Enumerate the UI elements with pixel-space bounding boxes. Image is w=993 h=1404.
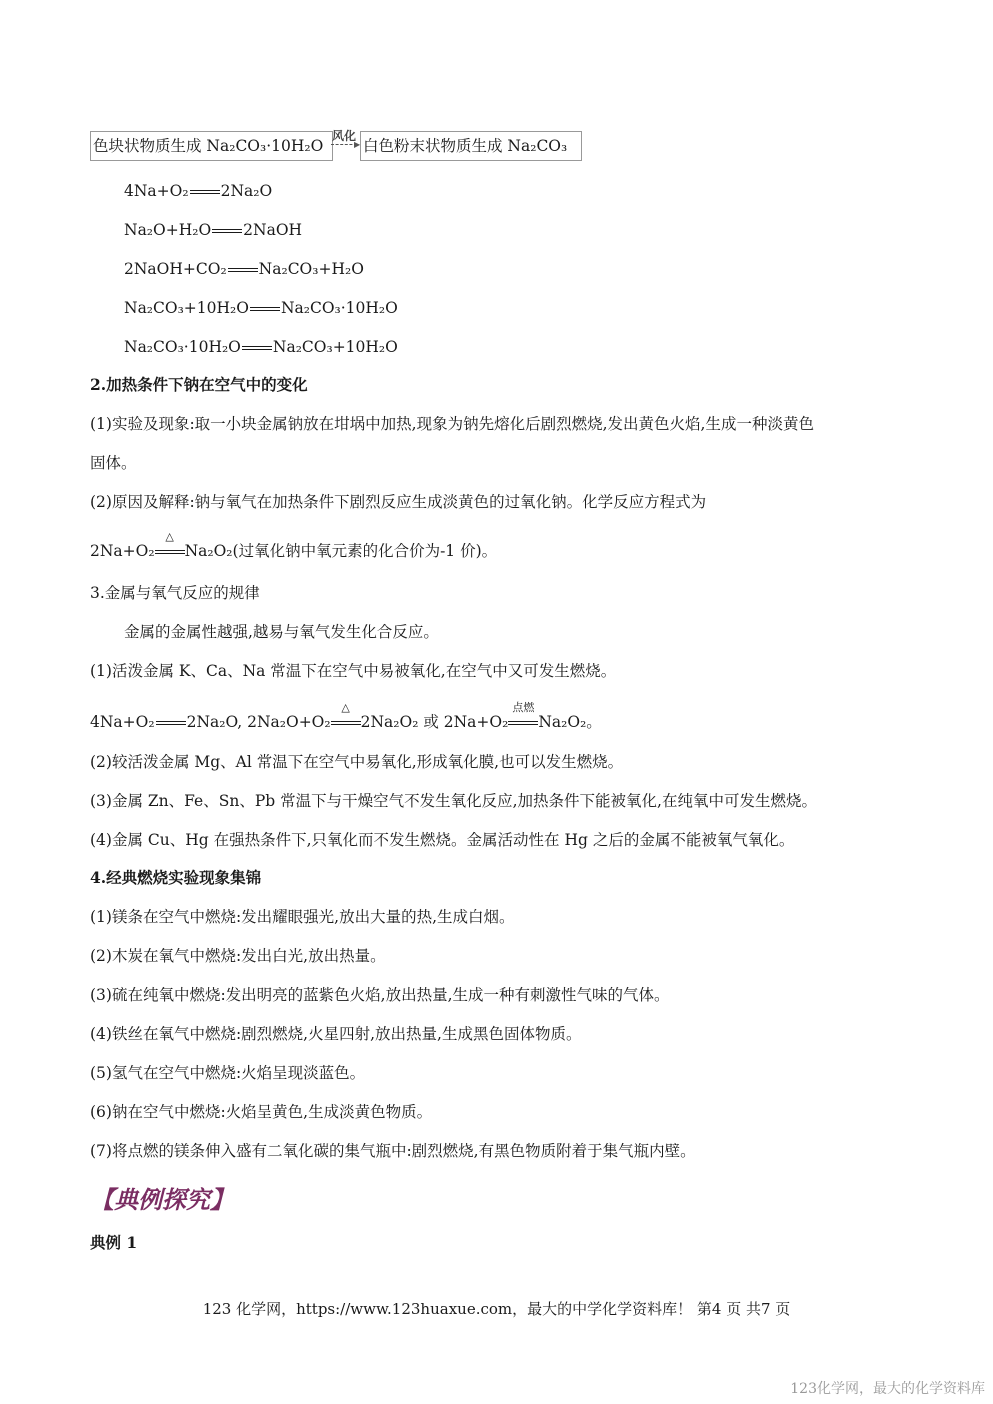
section-2-p1: (1)实验及现象:取一小块金属钠放在坩埚中加热,现象为钠先熔化后剧烈燃烧,发出黄色火焰,生成一种淡黄色 [90,415,814,433]
equation-2: Na₂O+H₂O 2NaOH [124,221,303,239]
section-3-p1: (1)活泼金属 K、Ca、Na 常温下在空气中易被氧化,在空气中又可发生燃烧。 [90,662,617,680]
section-3-equations: 4Na+O₂ 2Na₂O, 2Na₂O+O₂ △ 2Na₂O₂ 或 2Na+O₂ 点燃 Na₂O₂。 [90,701,602,731]
section-3-p2: (2)较活泼金属 Mg、Al 常温下在空气中易氧化,形成氧化膜,也可以发生燃烧。 [90,753,624,771]
section-2-title: 2.加热条件下钠在空气中的变化 [90,375,308,394]
section-2-equation: 2Na+O₂ △ Na₂O₂(过氧化钠中氧元素的化合价为-1 价)。 [90,530,498,560]
equation-5: Na₂CO₃·10H₂O Na₂CO₃+10H₂O [124,338,398,356]
watermark: 123化学网，最大的化学资料库 [790,1381,985,1397]
flow-box-crystal: 色块状物质生成 Na₂CO₃·10H₂O [90,131,333,161]
flow-arrow-label: 风化 [332,129,357,143]
equation-3: 2NaOH+CO₂ Na₂CO₃+H₂O [124,260,364,278]
section-2-p2: (2)原因及解释:钠与氧气在加热条件下剧烈反应生成淡黄色的过氧化钠。化学反应方程式为 [90,493,707,511]
flow-arrow [330,127,360,157]
section-3-title: 3.金属与氧气反应的规律 [90,584,260,602]
page-footer: 123 化学网，https://www.123huaxue.com，最大的中学化学资料库！ 第4 页 共7 页 [202,1300,791,1318]
list-item: (6)钠在空气中燃烧:火焰呈黄色,生成淡黄色物质。 [90,1103,433,1121]
flow-box-powder: 白色粉末状物质生成 Na₂CO₃ [360,131,582,161]
arrow-head-icon: ▶ [354,140,361,149]
section-3-intro: 金属的金属性越强,越易与氧气发生化合反应。 [124,623,439,641]
section-3-p4: (4)金属 Cu、Hg 在强热条件下,只氧化而不发生燃烧。金属活动性在 Hg 之后的金属不能被氧气氧化。 [90,831,795,849]
list-item: (1)镁条在空气中燃烧:发出耀眼强光,放出大量的热,生成白烟。 [90,908,515,926]
section-4-title: 4.经典燃烧实验现象集锦 [90,868,262,887]
equation-4: Na₂CO₃+10H₂O Na₂CO₃·10H₂O [124,299,398,317]
example-label: 典例 1 [90,1233,138,1252]
section-2-p1-cont: 固体。 [90,454,137,472]
section-3-p3: (3)金属 Zn、Fe、Sn、Pb 常温下与干燥空气不发生氧化反应,加热条件下能被氧化,在纯氧中可发生燃烧。 [90,792,817,810]
list-item: (5)氢气在空气中燃烧:火焰呈现淡蓝色。 [90,1064,366,1082]
equation-1: 4Na+O₂ 2Na₂O [124,182,273,200]
list-item: (4)铁丝在氧气中燃烧:剧烈燃烧,火星四射,放出热量,生成黑色固体物质。 [90,1025,582,1043]
list-item: (2)木炭在氧气中燃烧:发出白光,放出热量。 [90,947,386,965]
example-section-heading: 【典例探究】 [90,1186,234,1214]
list-item: (3)硫在纯氧中燃烧:发出明亮的蓝紫色火焰,放出热量,生成一种有刺激性气味的气体。 [90,986,670,1004]
list-item: (7)将点燃的镁条伸入盛有二氧化碳的集气瓶中:剧烈燃烧,有黑色物质附着于集气瓶内壁。 [90,1142,696,1160]
